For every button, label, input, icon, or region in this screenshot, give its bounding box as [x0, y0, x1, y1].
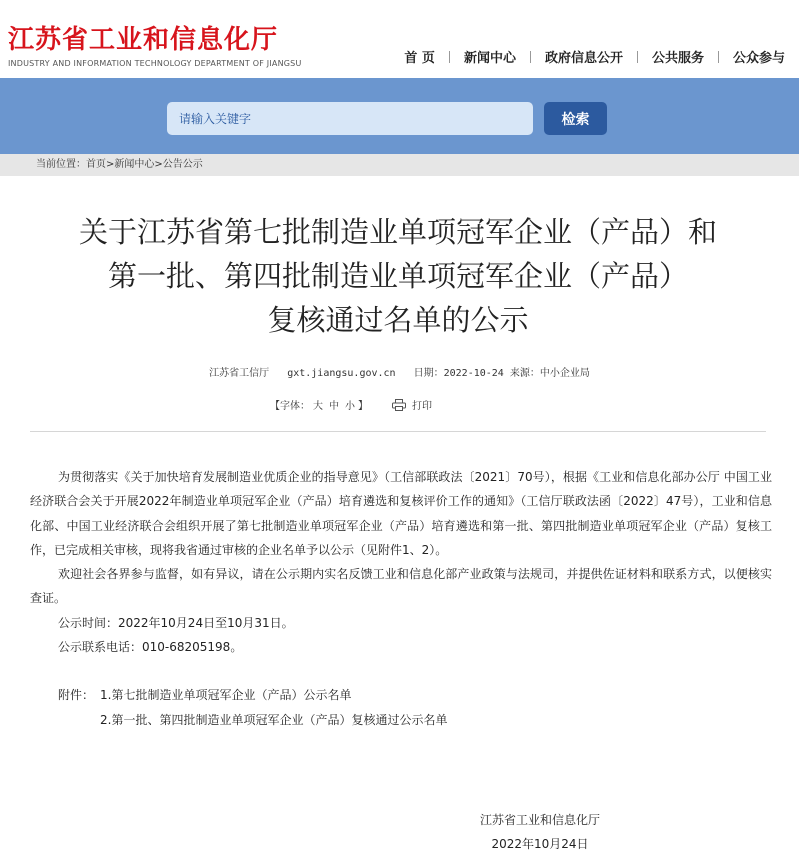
article-paragraph: 公示联系电话：010-68205198。: [58, 640, 243, 655]
article-meta: [0, 364, 799, 379]
breadcrumb-separator: >: [154, 159, 163, 170]
meta-date: 日期：2022-10-24: [413, 368, 504, 379]
site-logo-en: INDUSTRY AND INFORMATION TECHNOLOGY DEPARTMENT OF JIANGSU: [8, 59, 302, 68]
content-divider: [30, 431, 766, 432]
article-paragraph: 为贯彻落实《关于加快培育发展制造业优质企业的指导意见》（工信部联政法〔2021〕70号），根据《工业和信息化部办公厅 中国工业经济联合会关于开展2022年制造业单项冠军企业（产品）培育遴选和复核评价工作的通知》（工信厅联政法函〔2022〕47号），工业和信息化部、中国工业经济联合会组织开展了第七批制造业单项冠军企业（产品）培育遴选和第一批、第四批制造业单项冠军企业（产品）复核工作，已完成相关审核，现将我省通过审核的企业名单予以公示（见附件1、2）。: [30, 470, 772, 557]
breadcrumb-prefix: 当前位置：: [36, 159, 86, 170]
signature-date: 2022年10月24日: [491, 837, 589, 851]
font-size-large[interactable]: 大: [313, 401, 323, 412]
search-input[interactable]: [167, 102, 533, 135]
site-logo-cn[interactable]: 江苏省工业和信息化厅: [8, 25, 279, 55]
attachments: [30, 683, 772, 732]
breadcrumb-news[interactable]: 新闻中心: [114, 159, 155, 170]
attachment-link[interactable]: 2.第一批、第四批制造业单项冠军企业（产品）复核通过公示名单: [100, 712, 448, 727]
nav-public-participation[interactable]: 公众参与: [732, 51, 785, 66]
breadcrumb-separator: >: [106, 159, 115, 170]
attachment-link[interactable]: 1.第七批制造业单项冠军企业（产品）公示名单: [100, 688, 352, 703]
breadcrumb: [0, 154, 799, 176]
font-size-label-close: 】: [358, 401, 368, 412]
meta-source-org: 江苏省工信厅: [209, 368, 270, 379]
print-link[interactable]: 打印: [412, 401, 432, 412]
breadcrumb-current[interactable]: 公告公示: [162, 159, 203, 170]
search-button[interactable]: 检索: [544, 102, 607, 135]
article-title-line: 第一批、第四批制造业单项冠军企业（产品）: [107, 259, 688, 293]
nav-gov-info[interactable]: 政府信息公开: [544, 51, 623, 66]
breadcrumb-home[interactable]: 首页: [86, 159, 106, 170]
article-paragraph: 公示时间：2022年10月24日至10月31日。: [58, 615, 294, 630]
article-tools: [270, 397, 432, 412]
article-title-line: 复核通过名单的公示: [267, 303, 529, 337]
article-title: [30, 210, 766, 342]
meta-origin: 来源：中小企业局: [509, 368, 590, 379]
font-size-label: 【字体：: [270, 401, 310, 412]
article-body: [30, 465, 772, 732]
main-nav: [390, 47, 799, 66]
article-title-line: 关于江苏省第七批制造业单项冠军企业（产品）和: [78, 215, 717, 249]
signature-org: 江苏省工业和信息化厅: [480, 813, 601, 827]
site-header: [0, 0, 799, 78]
meta-site: gxt.jiangsu.gov.cn: [287, 368, 396, 379]
attachments-label: 附件：: [58, 688, 95, 703]
search-banner: [0, 78, 799, 154]
article-paragraph: 欢迎社会各界参与监督，如有异议，请在公示期内实名反馈工业和信息化部产业政策与法规司，并提供佐证材料和联系方式，以便核实查证。: [30, 567, 772, 606]
nav-home[interactable]: 首 页: [404, 51, 435, 66]
nav-news-center[interactable]: 新闻中心: [463, 51, 516, 66]
nav-public-service[interactable]: 公共服务: [651, 51, 704, 66]
font-size-small[interactable]: 小: [345, 401, 355, 412]
printer-icon[interactable]: [392, 399, 406, 411]
signature: [480, 808, 600, 856]
font-size-medium[interactable]: 中: [329, 401, 339, 412]
